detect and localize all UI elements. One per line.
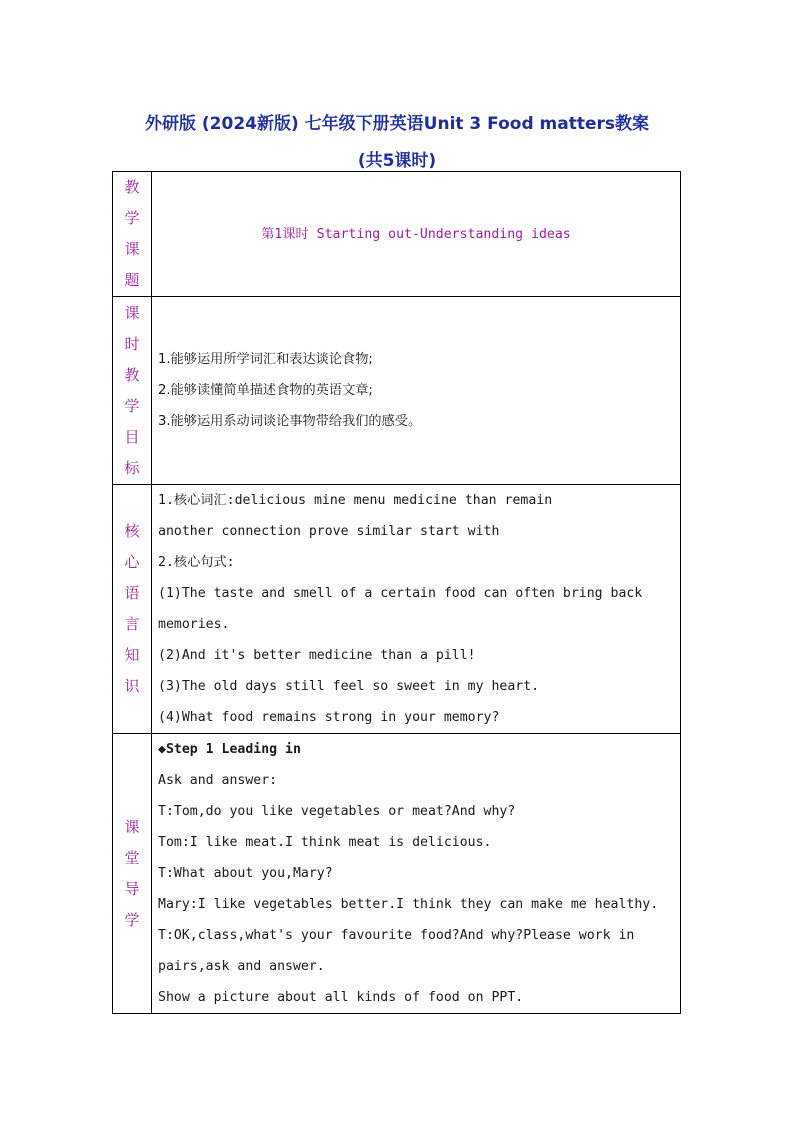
- knowledge-line: 2.核心句式:: [158, 555, 235, 570]
- guide-line: Ask and answer:: [158, 773, 278, 788]
- lesson-title-cell: [152, 172, 681, 297]
- objective-line: 2.能够读懂简单描述食物的英语文章;: [158, 383, 373, 398]
- label-char: 学: [124, 910, 140, 929]
- label-char: 核: [124, 522, 140, 540]
- label-char: 堂: [124, 848, 140, 867]
- label-char: 标: [124, 458, 140, 477]
- row-label-core-knowledge: [113, 485, 152, 734]
- document-subtitle: (共5课时): [357, 151, 437, 171]
- table-row-class-guide: [113, 734, 681, 1014]
- lesson-title-text: 第1课时 Starting out-Understanding ideas: [261, 226, 571, 242]
- guide-line: Show a picture about all kinds of food on PPT.: [158, 990, 524, 1005]
- knowledge-line: (1)The taste and smell of a certain food can often bring back: [158, 586, 643, 601]
- knowledge-line: (2)And it's better medicine than a pill!: [158, 648, 476, 663]
- guide-line: Tom:I like meat.I think meat is delicious.: [158, 835, 492, 850]
- objective-line: 1.能够运用所学词汇和表达谈论食物;: [158, 352, 373, 367]
- guide-line: T:What about you,Mary?: [158, 866, 333, 881]
- class-guide-cell: [152, 734, 681, 1014]
- knowledge-line: (4)What food remains strong in your memory?: [158, 710, 500, 725]
- lesson-plan-table: [112, 171, 681, 1014]
- label-char: 语: [124, 584, 140, 602]
- guide-line: Mary:I like vegetables better.I think they can make me healthy.: [158, 897, 659, 912]
- label-char: 教: [124, 178, 140, 196]
- knowledge-line: 1.核心词汇:delicious mine menu medicine than remain: [158, 493, 553, 508]
- label-char: 教: [124, 365, 140, 384]
- label-char: 课: [124, 303, 140, 322]
- label-char: 导: [124, 879, 140, 898]
- knowledge-line: memories.: [158, 617, 230, 632]
- label-char: 学: [124, 209, 140, 227]
- objective-line: 3.能够运用系动词谈论事物带给我们的感受。: [158, 414, 422, 429]
- row-label-class-guide: [113, 734, 152, 1014]
- row-label-objectives: [113, 297, 152, 485]
- core-knowledge-cell: [152, 485, 681, 734]
- label-char: 知: [124, 646, 140, 664]
- objectives-cell: [152, 297, 681, 485]
- guide-line: pairs,ask and answer.: [158, 959, 325, 974]
- step-heading: ◆Step 1 Leading in: [158, 742, 301, 757]
- label-char: 心: [124, 553, 140, 571]
- label-char: 题: [124, 271, 140, 289]
- label-char: 课: [124, 240, 140, 258]
- table-row-objectives: [113, 297, 681, 485]
- label-char: 课: [124, 817, 140, 836]
- document-title: 外研版 (2024新版) 七年级下册英语Unit 3 Food matters教案: [144, 114, 650, 134]
- label-char: 目: [124, 427, 140, 446]
- label-char: 时: [124, 334, 140, 353]
- guide-line: T:OK,class,what's your favourite food?And why?Please work in: [158, 928, 635, 943]
- knowledge-line: (3)The old days still feel so sweet in my heart.: [158, 679, 540, 694]
- table-row-core-knowledge: [113, 485, 681, 734]
- knowledge-line: another connection prove similar start with: [158, 524, 500, 539]
- label-char: 学: [124, 396, 140, 415]
- row-label-lesson-title: [113, 172, 152, 297]
- guide-line: T:Tom,do you like vegetables or meat?And why?: [158, 804, 516, 819]
- label-char: 识: [124, 677, 140, 695]
- label-char: 言: [124, 615, 140, 633]
- table-row-lesson-title: [113, 172, 681, 297]
